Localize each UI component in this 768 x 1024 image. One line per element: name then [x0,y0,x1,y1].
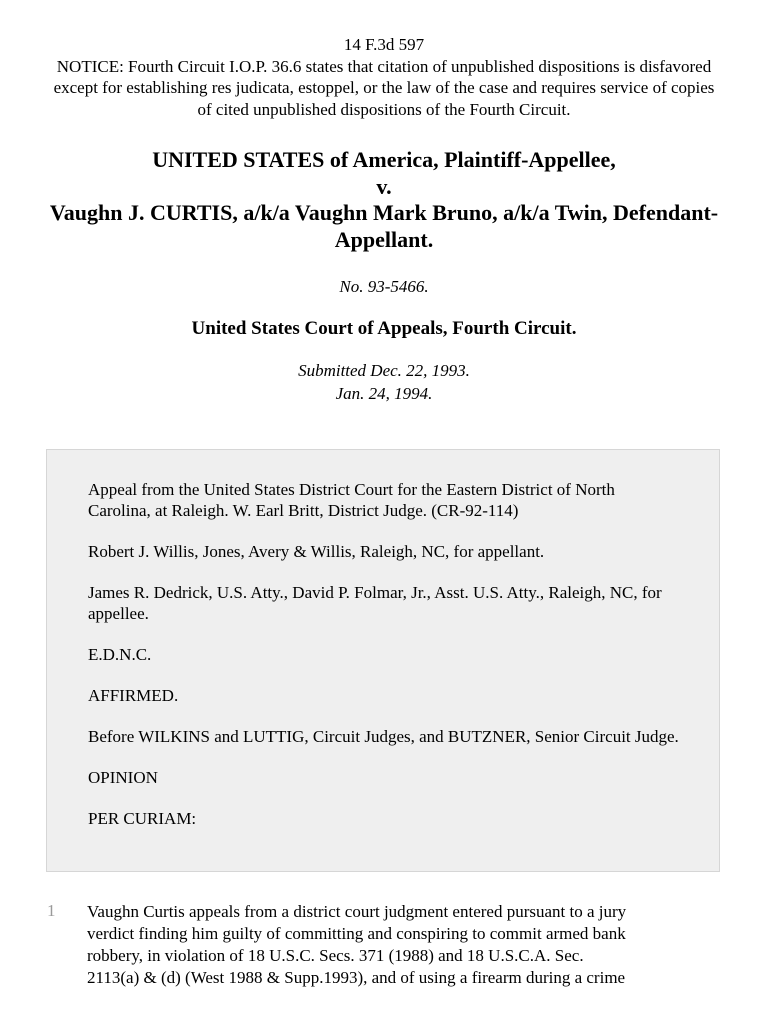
disposition-label: AFFIRMED. [88,686,179,705]
versus-label: v. [376,173,392,199]
paragraph-number[interactable]: 1 [47,901,56,920]
appellee-counsel: James R. Dedrick, U.S. Atty., David P. Folmar, Jr., Asst. U.S. Atty., Raleigh, NC, for appellee. [88,583,662,623]
appeal-from-text: Appeal from the United States District Court for the Eastern District of North Carolina, at Raleigh. W. Earl Britt, District Judge. (CR-92-114) [88,480,615,520]
syllabus-panel [46,449,720,872]
docket-number: No. 93-5466. [339,277,429,296]
document-header [0,0,768,120]
case-dates [0,359,768,405]
district-label: E.D.N.C. [88,645,152,664]
defendant-party: Vaughn J. CURTIS, a/k/a Vaughn Mark Bruno, a/k/a Twin, Defendant-Appellant. [49,200,719,252]
decided-date: Jan. 24, 1994. [335,384,433,403]
unpublished-notice: NOTICE: Fourth Circuit I.O.P. 36.6 states that citation of unpublished dispositions is disfavored except for establishing res judicata, estoppel, or the law of the case and requires service of copies of cited unpublished dispositions of the Fourth Circuit. [53,56,715,119]
plaintiff-party: UNITED STATES of America, Plaintiff-Appellee, [152,147,616,172]
per-curiam-label: PER CURIAM: [88,809,197,828]
paragraph-text: Vaughn Curtis appeals from a district court judgment entered pursuant to a jury verdict finding him guilty of committing and conspiring to commit armed bank robbery, in violation of 18 U.S.C. Secs. 371 (1988) and 18 U.S.C.A. Sec. 2113(a) & (d) (West 1988 & Supp.1993), and of using a firearm during a crime [87,902,627,987]
submitted-date: Submitted Dec. 22, 1993. [298,361,470,380]
panel-judges: Before WILKINS and LUTTIG, Circuit Judges, and BUTZNER, Senior Circuit Judge. [88,727,679,746]
reporter-citation: 14 F.3d 597 [343,35,425,54]
opinion-label: OPINION [88,768,158,787]
appellant-counsel: Robert J. Willis, Jones, Avery & Willis, Raleigh, NC, for appellant. [88,542,545,561]
case-caption [0,147,768,253]
court-name: United States Court of Appeals, Fourth Circuit. [191,318,577,339]
